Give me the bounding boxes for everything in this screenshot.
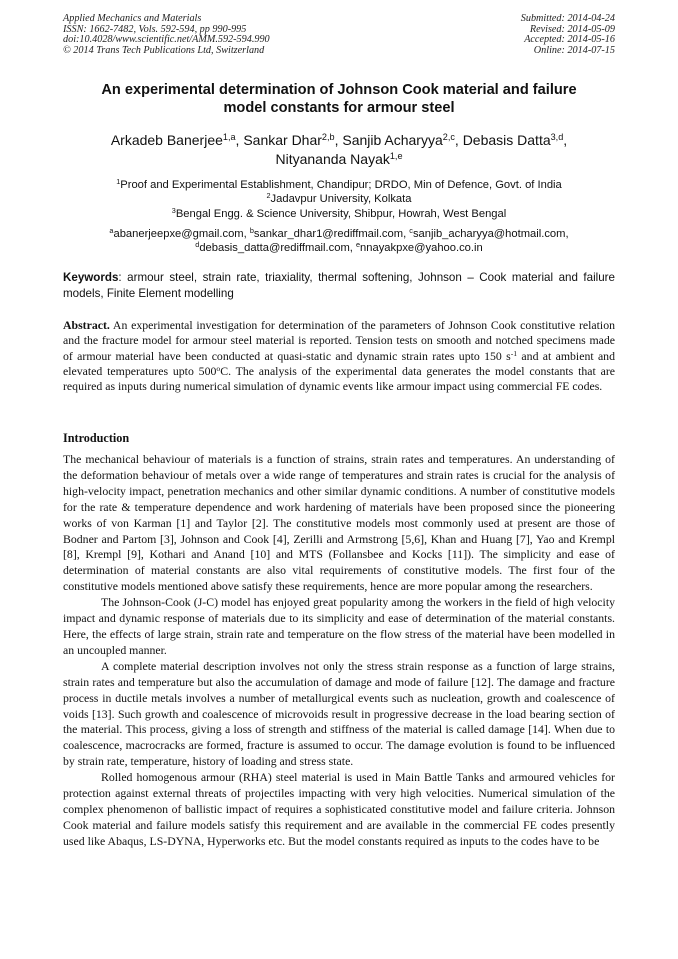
author	[275, 151, 402, 167]
email-address[interactable]: debasis_datta@rediffmail.com	[199, 242, 350, 255]
author	[463, 132, 567, 148]
author-separator: ,	[334, 132, 343, 148]
journal-copyright: © 2014 Trans Tech Publications Ltd, Switzerland	[63, 44, 265, 56]
journal-header	[63, 14, 270, 56]
author-name: Arkadeb Banerjee	[110, 132, 223, 148]
email-entry	[109, 228, 249, 240]
abstract-text: An experimental investigation for determination of the parameters of Johnson Cook constitutive relation and the fracture model for armour steel material is reported. Tension tests on smooth and notched specimens made of armour material have been conducted at quasi-static and dynamic strain rates upto 150 s	[63, 318, 615, 363]
affiliation	[40, 178, 638, 192]
journal-issn: ISSN: 1662-7482, Vols. 592-594, pp 990-995	[63, 23, 247, 35]
email-address[interactable]: sanjib_acharyya@hotmail.com	[412, 228, 566, 240]
title-line-2: model constants for armour steel	[223, 99, 455, 116]
introduction-heading: Introduction	[63, 431, 130, 445]
affiliation-mark: 3	[171, 205, 176, 215]
degree-mark: o	[216, 363, 221, 373]
introduction-body	[63, 452, 615, 850]
dates-header	[521, 14, 615, 56]
author-list	[40, 131, 638, 169]
abstract-text-end: C. The analysis of the experimental data generates the model constants that are required as inputs during numerical simulation of dynamic events like armour impact using commercial FE codes.	[63, 363, 615, 394]
affiliation-mark: 2	[266, 191, 271, 201]
abstract-text-mid: and at ambient and elevated temperatures upto 500	[63, 348, 615, 378]
author-separator: ,	[563, 132, 568, 148]
author-affiliation-mark: 1,a	[222, 132, 236, 142]
email-separator: ,	[565, 228, 569, 240]
affiliation-text: Proof and Experimental Establishment, Chandipur; DRDO, Min of Defence, Govt. of India	[120, 179, 562, 191]
body-paragraph: Rolled homogenous armour (RHA) steel material is used in Main Battle Tanks and armoured vehicles for protection against external threats of projectiles impacting with very high velocities. Numerical simulation of the complex phenomenon of ballistic impact of requires a sophisticated constitutive model and failure criteria. Johnson Cook material and failure models satisfy this requirement and are available in the commercial FE codes presently used like Abaqus, LS-DYNA, Hyperworks etc. But the model constants required as inputs to the codes have to be	[63, 770, 615, 848]
per-second-exponent: -1	[510, 348, 518, 358]
email-list	[40, 227, 638, 256]
affiliation	[40, 192, 638, 206]
author	[342, 132, 462, 148]
affiliation-mark: 1	[116, 177, 121, 186]
keywords-block	[63, 270, 615, 301]
email-entry	[195, 242, 356, 254]
email-address[interactable]: nnayakpxe@yahoo.co.in	[360, 242, 483, 255]
journal-name: Applied Mechanics and Materials	[63, 13, 202, 24]
author	[243, 132, 342, 148]
author-name: Sankar Dhar	[243, 132, 322, 148]
accepted-date: Accepted: 2014-05-16	[524, 34, 615, 46]
affiliation-text: Bengal Engg. & Science University, Shibpur, Howrah, West Bengal	[175, 207, 507, 220]
keywords-label: Keywords	[63, 271, 119, 284]
author-name: Sanjib Acharyya	[342, 132, 443, 148]
author-separator: ,	[454, 132, 463, 148]
email-entry	[250, 228, 409, 240]
body-paragraph: The mechanical behaviour of materials is a function of strains, strain rates and temperatures. An understanding of the deformation behaviour of metals over a wide range of temperatures and strain rates is crucial for the analysis of high-velocity impact, penetration mechanics and other similar dynamic conditions. A number of constitutive models for the rate & temperature dependence and work hardening of materials have been proposed since the pioneering works of von Karman [1] and Taylor [2]. The constitutive models most commonly used at present are those of Bodner and Partom [3], Johnson and Cook [4], Zerilli and Armstrong [5,6], Khan and Huang [7], Yao and Krempl [8], Krempl [9], Kothari and Anand [10] and MTS (Follansbee and Kocks [11]). The simplicity and ease of determination of material constants are also vital requirements of constitutive models. The first four of the constitutive models mentioned above satisfy these requirements, hence are more popular among the researchers.	[63, 452, 615, 594]
author-separator: ,	[235, 132, 244, 148]
revised-date: Revised: 2014-05-09	[529, 23, 615, 35]
email-mark: b	[249, 226, 254, 235]
affiliation-text: Jadavpur University, Kolkata	[270, 193, 412, 206]
submitted-date: Submitted: 2014-04-24	[520, 13, 615, 24]
journal-doi: doi:10.4028/www.scientific.net/AMM.592-594.990	[63, 34, 270, 46]
email-separator: ,	[243, 228, 250, 240]
author-affiliation-mark: 1,e	[389, 151, 403, 161]
affiliation-list	[40, 178, 638, 221]
body-paragraph: The Johnson-Cook (J-C) model has enjoyed great popularity among the workers in the field of high velocity impact and dynamic response of materials due to its simplicity and ease of determination of the material constants. Here, the effects of large strain, strain rate and temperature on the flow stress of the material have been modelled in an uncoupled manner.	[63, 595, 615, 657]
author-affiliation-mark: 3,d	[550, 132, 564, 142]
email-entry	[356, 242, 483, 254]
body-paragraph: A complete material description involves not only the stress strain response as a function of large strains, strain rates and temperature but also the accumulation of damage and mode of failure [12]. The damage and fracture process in ductile metals involves a number of metallurgical events such as nucleation, growth and coalescence of voids [13]. Such growth and coalescence of microvoids result in progressive decrease in the load bearing section of the material. This process, giving a loss of strength and stiffness of the material is called damage [14]. When due to coalescence, macrocracks are formed, fracture is assumed to occur. The damage evolution is found to be influenced by strain rate, temperature, history of loading and stress state.	[63, 658, 615, 769]
keywords-text: : armour steel, strain rate, triaxiality, thermal softening, Johnson – Cook material and failure models, Finite Element modelling	[63, 271, 615, 300]
author-name: Debasis Datta	[462, 132, 551, 148]
email-separator: ,	[349, 242, 356, 255]
author	[111, 132, 244, 148]
paper-title	[40, 82, 638, 117]
email-mark: a	[109, 226, 114, 235]
title-line-1: An experimental determination of Johnson Cook material and failure	[101, 82, 577, 98]
email-address[interactable]: abanerjeepxe@gmail.com	[113, 228, 244, 240]
email-entry	[409, 228, 568, 240]
author-name: Nityananda Nayak	[275, 151, 390, 167]
email-address[interactable]: sankar_dhar1@rediffmail.com	[253, 228, 404, 240]
email-mark: d	[195, 240, 200, 250]
abstract-label: Abstract.	[63, 318, 110, 332]
affiliation	[40, 207, 638, 221]
abstract-block	[63, 318, 615, 394]
email-separator: ,	[403, 228, 410, 240]
author-affiliation-mark: 2,b	[321, 132, 335, 142]
online-date: Online: 2014-07-15	[533, 44, 615, 56]
author-affiliation-mark: 2,c	[442, 132, 455, 142]
email-mark: c	[409, 226, 413, 235]
email-mark: e	[355, 240, 361, 250]
